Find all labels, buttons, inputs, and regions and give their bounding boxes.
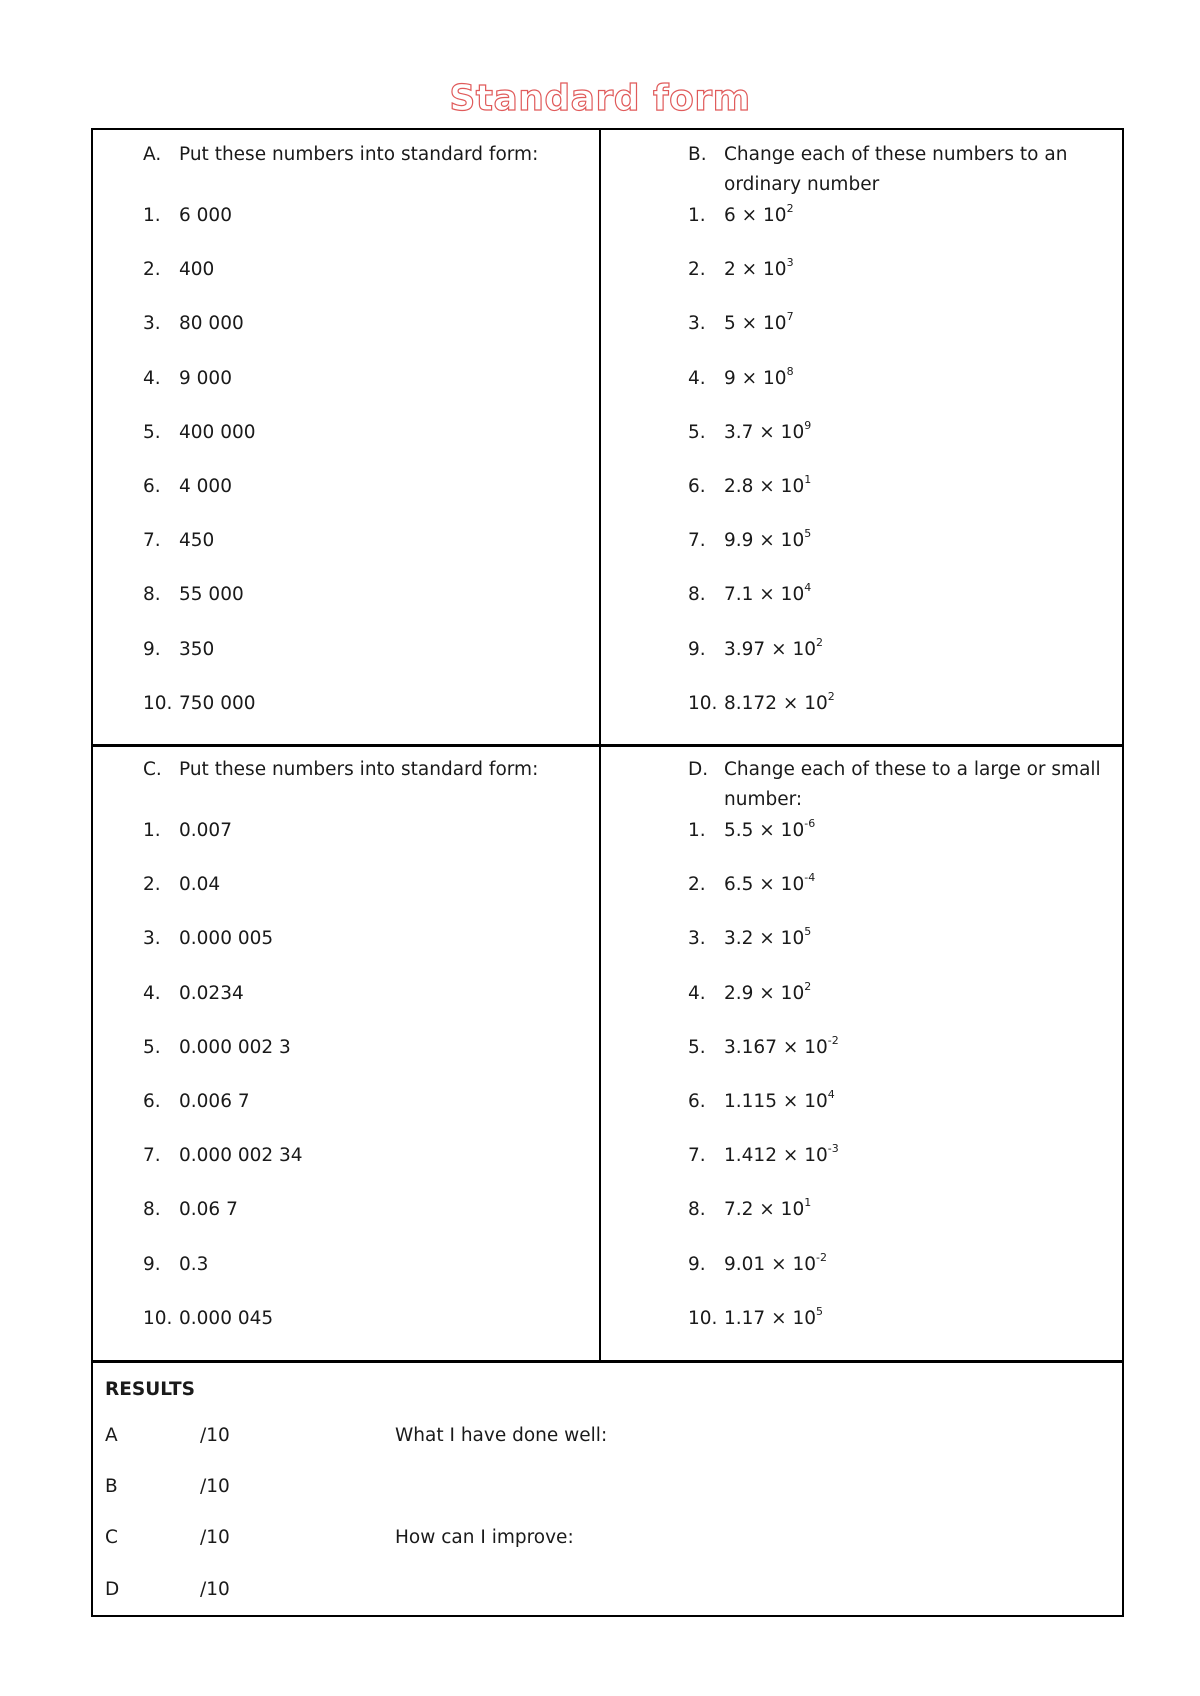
question-value [179,472,232,502]
question-value [724,870,815,900]
question-base: 0.007 [179,820,232,841]
question-number: 2. [688,259,706,281]
question-base: 55 000 [179,584,244,606]
question-number: 9. [688,638,706,660]
question-base: 6.5 × 10 [724,874,805,896]
question-item [143,418,583,472]
question-number: 2. [143,874,161,896]
question-number: 6. [688,475,706,497]
question-base: 7.2 × 10 [724,1199,805,1221]
question-number: 7. [143,530,161,552]
question-item [688,255,1108,309]
question-exponent: 2 [827,689,835,703]
question-exponent: 4 [827,1087,835,1101]
question-number: 10. [143,692,173,714]
question-item [143,1141,583,1195]
question-value [179,1087,250,1117]
question-number: 10. [143,1307,173,1329]
question-value [724,979,811,1009]
question-number: 9. [143,638,161,660]
question-number: 4. [143,367,161,389]
section-label: D. [688,759,709,780]
question-value [179,979,244,1009]
question-base: 0.06 7 [179,1199,238,1221]
question-value [179,1250,208,1280]
question-value [724,1033,839,1063]
question-number: 1. [688,820,706,841]
question-exponent: 5 [804,925,812,939]
question-item [688,689,1108,743]
question-exponent: 8 [786,364,794,378]
question-value [724,255,794,285]
question-item [688,1033,1108,1087]
question-item [688,418,1108,472]
question-value [724,816,815,846]
question-item [688,580,1108,634]
question-item [688,870,1108,924]
question-base: 1.115 × 10 [724,1090,828,1112]
question-value [724,1141,839,1171]
question-base: 2.9 × 10 [724,982,805,1004]
question-value [179,816,232,846]
question-base: 2.8 × 10 [724,475,805,497]
question-base: 400 000 [179,421,256,443]
question-value [724,1195,811,1225]
results-divider [93,1360,1122,1363]
question-number: 8. [143,1199,161,1221]
question-number: 4. [143,982,161,1004]
question-value [724,1250,827,1280]
question-value [179,924,273,954]
question-number: 2. [143,259,161,281]
question-item [143,1033,583,1087]
question-item [143,472,583,526]
question-item [143,979,583,1033]
question-number: 3. [143,313,161,335]
question-base: 1.412 × 10 [724,1145,828,1167]
section-heading [688,755,1108,816]
question-value [179,526,214,556]
section-a [143,140,583,743]
question-item [143,1087,583,1141]
question-item [688,526,1108,580]
section-heading [143,755,583,816]
result-score: /10 [200,1527,230,1548]
question-number: 1. [688,205,706,226]
question-base: 7.1 × 10 [724,584,805,606]
question-base: 9.9 × 10 [724,530,805,552]
question-base: 5 × 10 [724,313,787,335]
results-title: RESULTS [105,1379,195,1400]
section-label: C. [143,759,162,780]
section-label: B. [688,144,707,165]
question-base: 4 000 [179,475,232,497]
question-base: 450 [179,530,215,552]
question-item [688,1195,1108,1249]
section-heading [143,140,583,201]
done-well-prompt: What I have done well: [395,1425,608,1446]
question-item [143,526,583,580]
result-score: /10 [200,1425,230,1446]
question-number: 4. [688,367,706,389]
question-base: 5.5 × 10 [724,820,805,841]
question-number: 6. [688,1090,706,1112]
question-base: 0.000 045 [179,1307,274,1329]
question-number: 4. [688,982,706,1004]
results-panel [105,1375,1105,1600]
question-value [179,635,214,665]
question-item [688,364,1108,418]
question-item [688,1304,1108,1358]
question-base: 0.000 002 3 [179,1036,291,1058]
section-heading [688,140,1108,201]
question-item [143,1304,583,1358]
row-divider [93,744,1122,747]
question-value [179,870,220,900]
question-value [724,1304,823,1334]
question-base: 9 000 [179,367,232,389]
question-exponent: 2 [816,635,823,649]
result-letter: D [105,1579,120,1600]
section-instruction: Put these numbers into standard form: [179,144,539,165]
question-number: 2. [688,874,706,896]
question-number: 1. [143,820,161,841]
question-value [724,364,794,394]
section-c [143,755,583,1358]
question-value [724,580,811,610]
question-base: 2 × 10 [724,259,787,281]
question-value [724,309,794,339]
question-base: 1.17 × 10 [724,1307,816,1329]
question-value [179,364,232,394]
improve-prompt: How can I improve: [395,1527,574,1548]
question-number: 7. [688,530,706,552]
question-base: 0.000 002 34 [179,1145,303,1167]
question-base: 0.0234 [179,982,244,1004]
question-base: 9 × 10 [724,367,787,389]
result-letter: C [105,1527,118,1548]
question-item [143,309,583,363]
question-exponent: 5 [816,1304,823,1318]
question-list [143,816,583,1358]
question-base: 750 000 [179,692,256,714]
question-item [143,924,583,978]
question-exponent: 2 [786,202,794,215]
question-item [688,1087,1108,1141]
page-title: Standard form [449,78,751,119]
question-list [143,201,583,743]
question-number: 5. [688,1036,706,1058]
question-item [688,816,1108,870]
question-item [688,924,1108,978]
question-number: 1. [143,205,161,226]
question-base: 350 [179,638,215,660]
question-item [688,979,1108,1033]
question-number: 3. [688,928,706,950]
question-base: 3.7 × 10 [724,421,805,443]
question-number: 7. [688,1145,706,1167]
section-instruction: Put these numbers into standard form: [179,759,539,780]
question-item [143,689,583,743]
question-number: 6. [143,475,161,497]
question-number: 8. [143,584,161,606]
question-exponent: -2 [827,1033,839,1047]
question-exponent: 4 [804,581,812,595]
result-letter: B [105,1476,118,1497]
question-item [688,1141,1108,1195]
worksheet-table [91,128,1124,1617]
question-base: 400 [179,259,215,281]
question-value [179,1304,273,1334]
section-instruction: Change each of these numbers to an ordinary number [724,144,1068,195]
question-value [724,526,811,556]
question-number: 10. [688,692,718,714]
question-number: 10. [688,1307,718,1329]
question-value [179,201,232,231]
question-item [143,635,583,689]
result-letter: A [105,1425,118,1446]
question-base: 3.167 × 10 [724,1036,828,1058]
question-item [143,255,583,309]
question-list [688,201,1108,743]
question-base: 8.172 × 10 [724,692,828,714]
question-value [724,924,811,954]
question-exponent: 9 [804,418,812,432]
question-item [143,1250,583,1304]
question-number: 6. [143,1090,161,1112]
question-number: 8. [688,1199,706,1221]
question-exponent: -6 [804,817,816,830]
question-value [179,1033,291,1063]
question-number: 9. [688,1253,706,1275]
section-d [688,755,1108,1358]
question-item [143,201,583,255]
question-exponent: 2 [804,979,812,993]
question-value [724,689,835,719]
question-base: 0.04 [179,874,221,896]
question-exponent: 5 [804,527,812,541]
question-base: 0.006 7 [179,1090,250,1112]
question-value [179,309,244,339]
section-label: A. [143,144,162,165]
section-instruction: Change each of these to a large or small number: [724,759,1101,810]
question-value [724,418,811,448]
question-exponent: -4 [804,871,816,885]
section-b [688,140,1108,743]
question-number: 5. [143,1036,161,1058]
question-exponent: -2 [816,1250,827,1264]
question-base: 3.97 × 10 [724,638,816,660]
question-exponent: 1 [804,1196,812,1210]
question-value [724,635,823,665]
question-item [688,472,1108,526]
question-value [179,689,256,719]
question-number: 3. [143,928,161,950]
question-item [688,309,1108,363]
question-base: 9.01 × 10 [724,1253,816,1275]
question-item [143,580,583,634]
question-base: 3.2 × 10 [724,928,805,950]
question-item [688,201,1108,255]
question-exponent: 1 [804,472,812,486]
question-value [724,1087,835,1117]
question-base: 6 × 10 [724,205,787,226]
question-value [179,580,244,610]
question-number: 3. [688,313,706,335]
question-value [179,255,214,285]
question-number: 7. [143,1145,161,1167]
question-base: 6 000 [179,205,232,226]
question-base: 0.3 [179,1253,209,1275]
question-item [143,816,583,870]
result-score: /10 [200,1579,230,1600]
question-exponent: 7 [786,310,794,324]
result-score: /10 [200,1476,230,1497]
question-item [143,1195,583,1249]
question-list [688,816,1108,1358]
question-exponent: 3 [786,256,794,270]
question-item [143,364,583,418]
question-number: 8. [688,584,706,606]
question-value [179,1141,303,1171]
question-base: 80 000 [179,313,244,335]
question-value [179,418,256,448]
question-item [688,1250,1108,1304]
question-item [143,870,583,924]
question-number: 5. [688,421,706,443]
question-base: 0.000 005 [179,928,274,950]
question-exponent: -3 [827,1142,839,1156]
question-number: 9. [143,1253,161,1275]
question-value [179,1195,238,1225]
question-number: 5. [143,421,161,443]
question-value [724,472,811,502]
question-value [724,201,794,231]
question-item [688,635,1108,689]
